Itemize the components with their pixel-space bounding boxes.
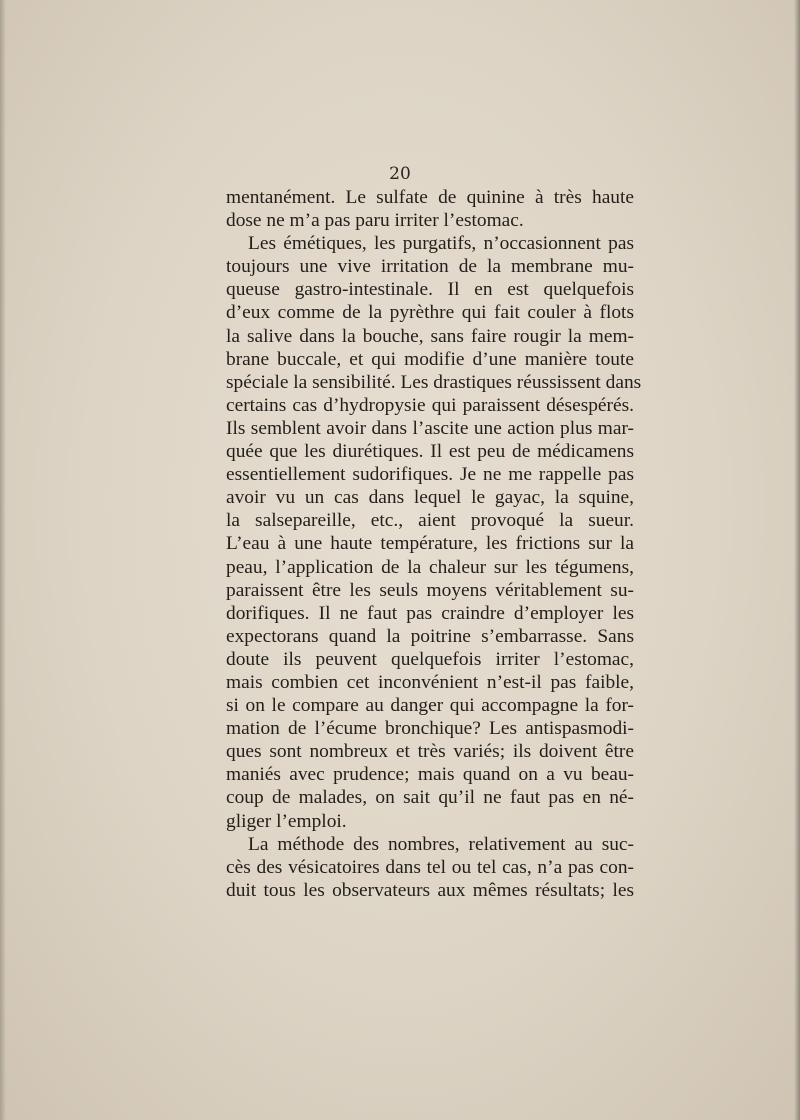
text-line: mais combien cet inconvénient n’est-il pas faible, [226, 671, 634, 693]
text-line: Ils semblent avoir dans l’ascite une action plus mar- [226, 417, 634, 439]
text-line: peau, l’application de la chaleur sur les tégumens, [226, 556, 634, 578]
page-number: 20 [389, 164, 411, 184]
text-line: queuse gastro-intestinale. Il en est quelquefois [226, 279, 634, 301]
text-line: dorifiques. Il ne faut pas craindre d’employer les [226, 602, 634, 624]
text-line: L’eau à une haute température, les frictions sur la [226, 533, 634, 555]
text-line: la salsepareille, etc., aient provoqué la sueur. [226, 510, 634, 532]
text-line: certains cas d’hydropysie qui paraissent désespérés. [226, 394, 634, 416]
text-line: Les émétiques, les purgatifs, n’occasionnent pas [248, 233, 634, 255]
text-line: duit tous les observateurs aux mêmes résultats; les [226, 879, 634, 901]
text-line: paraissent être les seuls moyens véritablement su- [226, 579, 634, 601]
text-line: essentiellement sudorifiques. Je ne me rappelle pas [226, 464, 634, 486]
text-line: doute ils peuvent quelquefois irriter l’estomac, [226, 648, 634, 670]
text-line: ques sont nombreux et très variés; ils doivent être [226, 741, 634, 763]
text-line: si on le compare au danger qui accompagne la for- [226, 695, 634, 717]
text-line: coup de malades, on sait qu’il ne faut pas en né- [226, 787, 634, 809]
text-line: dose ne m’a pas paru irriter l’estomac. [226, 210, 524, 232]
text-line: brane buccale, et qui modifie d’une manière toute [226, 348, 634, 370]
text-line: avoir vu un cas dans lequel le gayac, la squine, [226, 487, 634, 509]
text-line: d’eux comme de la pyrèthre qui fait couler à flots [226, 302, 634, 324]
text-line: la salive dans la bouche, sans faire rougir la mem- [226, 325, 634, 347]
text-line: mentanément. Le sulfate de quinine à très haute [226, 187, 634, 208]
body-text [226, 186, 642, 902]
text-line: mation de l’écume bronchique? Les antispasmodi- [226, 718, 634, 740]
text-line: expectorans quand la poitrine s’embarrasse. Sans [226, 625, 634, 647]
text-line: toujours une vive irritation de la membrane mu- [226, 256, 634, 278]
text-line: quée que les diurétiques. Il est peu de médicamens [226, 441, 634, 463]
text-line: cès des vésicatoires dans tel ou tel cas, n’a pas con- [226, 856, 634, 878]
text-line: gliger l’emploi. [226, 810, 347, 832]
text-line: maniés avec prudence; mais quand on a vu beau- [226, 764, 634, 786]
text-line: spéciale la sensibilité. Les drastiques réussissent dans [226, 371, 642, 393]
text-line: La méthode des nombres, relativement au suc- [248, 833, 634, 855]
